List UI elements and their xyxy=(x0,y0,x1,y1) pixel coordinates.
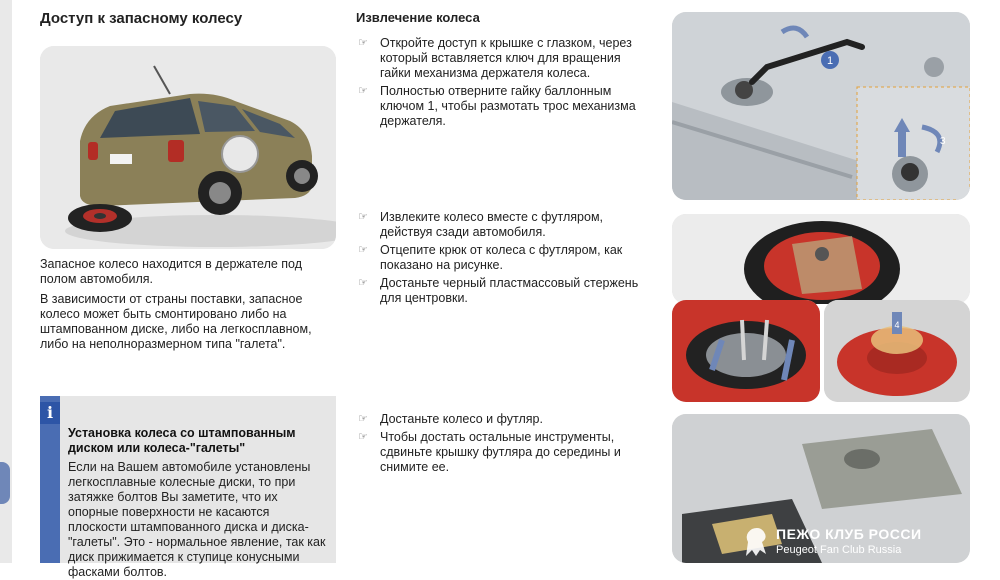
figure-key-opening xyxy=(672,12,970,200)
list-item xyxy=(356,430,652,475)
list-item xyxy=(356,84,652,129)
info-box xyxy=(40,396,336,579)
hand-pointer-icon: ☞ xyxy=(358,413,368,425)
step-text: Достаньте черный пластмассовый стержень для центровки. xyxy=(380,276,639,305)
info-box-title: Установка колеса со штампованным диском или колеса-"галеты" xyxy=(68,426,296,455)
paragraph-wheel-types: В зависимости от страны поставки, запасное колесо может быть смонтировано либо на штампованном диске, либо на легкосплавном, либо на неполноразмерном типа "галета". xyxy=(40,292,312,351)
step-text: Откройте доступ к крышке с глазком, через который вставляется ключ для вращения гайки механизма держателя колеса. xyxy=(380,36,632,80)
wheel-top-drawing xyxy=(672,214,970,304)
info-icon: i xyxy=(40,402,60,424)
hand-pointer-icon: ☞ xyxy=(358,277,368,289)
figure-hook-release xyxy=(672,300,820,402)
steps-group-3 xyxy=(356,412,652,478)
list-item xyxy=(356,210,652,240)
club-watermark xyxy=(734,522,994,562)
rod-drawing xyxy=(824,300,970,402)
list-item xyxy=(356,36,652,81)
list-item xyxy=(356,276,652,306)
step-text: Достаньте колесо и футляр. xyxy=(380,412,543,426)
car-drawing xyxy=(40,46,336,249)
watermark-title: ПЕЖО КЛУБ РОССИ xyxy=(776,526,922,542)
trunk-floor-drawing xyxy=(672,12,970,200)
step-text: Чтобы достать остальные инструменты, сдвиньте крышку футляра до середины и снимите ее. xyxy=(380,430,621,474)
car-illustration xyxy=(40,46,336,249)
section-title: Доступ к запасному колесу xyxy=(40,10,243,27)
watermark-subtitle: Peugeot Fan Club Russia xyxy=(776,544,902,556)
figure-marker-3: 3 xyxy=(940,136,946,147)
removal-title: Извлечение колеса xyxy=(356,10,480,25)
steps-group-1 xyxy=(356,36,652,132)
hand-pointer-icon: ☞ xyxy=(358,85,368,97)
steps-group-2 xyxy=(356,210,652,309)
info-box-text: Если на Вашем автомобиле установлены легкосплавные колесные диски, то при затяжке болтов Вы заметите, что их опорные поверхности не касаются плоскости штампованного диска и диска-"галеты". Это - нормальное явление, так как диск прижимается к ступице конусными фасками болтов. xyxy=(68,460,326,579)
figure-marker-4: 4 xyxy=(894,320,900,330)
step-text: Отцепите крюк от колеса с футляром, как показано на рисунке. xyxy=(380,243,623,272)
hand-pointer-icon: ☞ xyxy=(358,37,368,49)
step-text: Полностью отверните гайку баллонным ключом 1, чтобы размотать трос механизма держателя. xyxy=(380,84,636,128)
hand-pointer-icon: ☞ xyxy=(358,431,368,443)
hook-drawing xyxy=(672,300,820,402)
info-box-content xyxy=(68,426,330,580)
step-text: Извлеките колесо вместе с футляром, действуя сзади автомобиля. xyxy=(380,210,604,239)
lion-logo-icon xyxy=(738,524,772,560)
list-item xyxy=(356,412,652,427)
hand-pointer-icon: ☞ xyxy=(358,211,368,223)
figure-centering-rod xyxy=(824,300,970,402)
paragraph-location: Запасное колесо находится в держателе под полом автомобиля. xyxy=(40,257,303,286)
hand-pointer-icon: ☞ xyxy=(358,244,368,256)
list-item xyxy=(356,243,652,273)
figure-wheel-removal xyxy=(672,214,970,304)
section-tab[interactable] xyxy=(0,462,10,504)
figure-marker-1: 1 xyxy=(826,55,834,67)
